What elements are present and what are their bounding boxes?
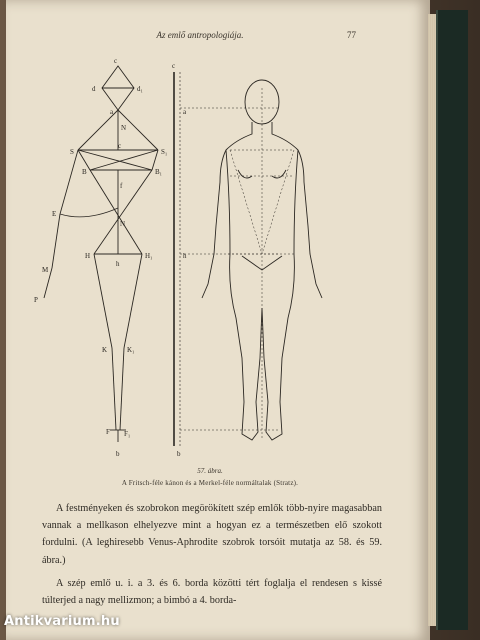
left-thigh — [94, 254, 112, 348]
label-f1-foot: F₁ — [124, 430, 131, 438]
label-f-foot: F — [106, 428, 110, 436]
running-title: Az emlő antropologiája. — [156, 30, 244, 40]
figure-right-leg — [262, 150, 298, 440]
label-b: B — [82, 168, 87, 176]
figure-pelvis — [242, 256, 282, 270]
label-b1: B₁ — [155, 168, 163, 176]
label-b-right: b — [177, 450, 181, 458]
figure-caption: A Fritsch-féle kánon és a Merkel-féle normáltalak (Stratz). — [121, 479, 299, 487]
body-text — [42, 500, 382, 609]
label-d1: d₁ — [137, 85, 143, 93]
label-f: f — [120, 182, 123, 190]
label-h1: H₁ — [145, 252, 153, 260]
figure-left-leg — [226, 150, 262, 440]
figure-number: 57. ábra. — [197, 467, 223, 475]
label-b-bottom: b — [116, 450, 120, 458]
paragraph-2: A szép emlő u. i. a 3. és 6. borda közötti tért foglalja el rendesen s kissé túlterjed a nagy mellizmon; a bimbó a 4. borda- — [42, 577, 382, 607]
label-p: P — [34, 296, 38, 304]
figure-left-breast — [238, 170, 252, 178]
upper-arm — [60, 150, 78, 214]
label-d: d — [92, 85, 96, 93]
figure-right-outline — [272, 122, 322, 298]
label-e: E — [52, 210, 57, 218]
label-a-right: a — [183, 108, 187, 116]
forearm — [52, 214, 60, 268]
label-c-left: c — [114, 58, 118, 65]
watermark: Antikvarium.hu — [4, 614, 120, 629]
book-cover — [436, 10, 468, 630]
page-edges — [428, 14, 436, 626]
page-number: 77 — [347, 30, 356, 40]
figure-left-outline — [202, 122, 252, 298]
figure-right-breast — [272, 170, 286, 178]
right-thigh — [124, 254, 142, 348]
label-h-small: h — [116, 260, 120, 268]
label-s1: S₁ — [161, 148, 168, 156]
label-c-mid: c — [118, 142, 122, 150]
label-s: S — [70, 148, 74, 156]
label-m: M — [42, 266, 49, 274]
label-n2: N — [120, 220, 126, 228]
label-h-right: h — [183, 252, 187, 260]
label-h: H — [85, 252, 91, 260]
figure-57 — [30, 58, 370, 466]
paragraph-1: A festményeken és szobrokon megörökített szép emlők több-nyire magasabban vannak a mellkason elhelyezve mint a hogyan ez a természetben elő szokott fordulni. (A leghiresebb Venus-Aphrodite szobrok torsóit mutatja az 58. és 59. ábra.) — [42, 503, 382, 566]
label-c-right: c — [172, 62, 176, 70]
left-shin — [112, 348, 116, 430]
label-k: K — [102, 346, 108, 354]
label-n: N — [121, 124, 127, 132]
label-k1: K₁ — [127, 346, 135, 354]
right-shin — [120, 348, 124, 430]
label-a: a — [110, 108, 114, 116]
